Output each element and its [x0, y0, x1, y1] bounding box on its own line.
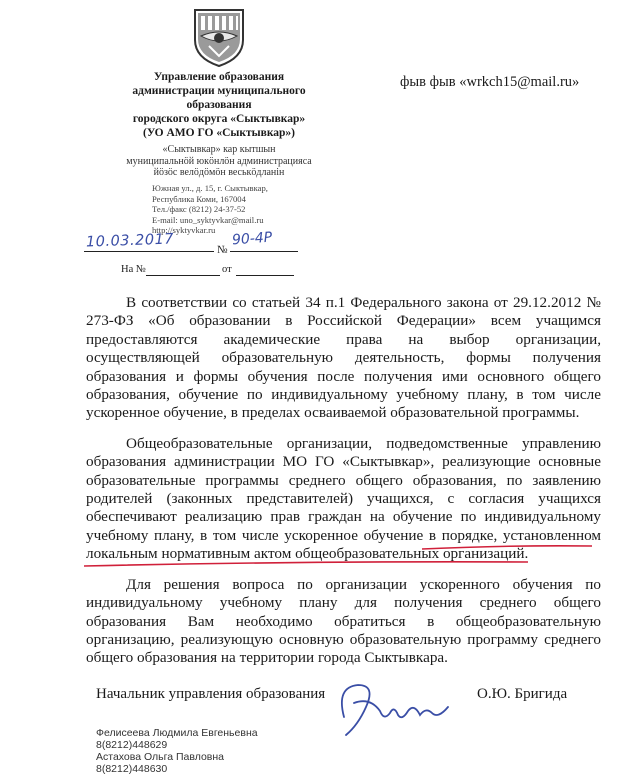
org-line: городского округа «Сыктывкар»	[132, 113, 306, 125]
executor-name: Фелисеева Людмила Евгеньевна	[96, 727, 258, 739]
org-komi-line: «Сыктывкар» кар кытшын	[162, 144, 276, 155]
paragraph: В соответствии со статьей 34 п.1 Федерального закона от 29.12.2012 № 273-ФЗ «Об образовании в Российской Федерации» всем учащимся предоставляются академические права на выбор организации, осуществляющей образовательную деятельность, формы получения образования и формы обучения после получения ими основного общего образования, обучение по индивидуальному учебному плану, в том числе ускоренное обучение, в пределах осваиваемой образовательной программы.	[86, 294, 601, 422]
recipient: фыв фыв «wrkch15@mail.ru»	[400, 74, 580, 90]
paragraph: Для решения вопроса по организации ускоренного обучения по индивидуальному учебному плану для получения среднего общего образования Вам необходимо обратиться в общеобразовательную организацию, реализующую основную образовательную программу среднего общего образования на территории города Сыктывкара.	[86, 575, 601, 667]
reply-date-underline	[236, 275, 294, 276]
registration-date: 10.03.2017	[85, 231, 175, 251]
reply-to-number-label: На №	[121, 264, 146, 275]
paragraph: Общеобразовательные организации, подведомственные управлению образования администрации МО ГО «Сыктывкар», реализующие основные образовательные программы среднего общего образования, по заявлению родителей (законных представителей) учащихся, с согласия учащихся обеспечивают реализацию прав граждан на обучение по индивидуальному учебному плану, в том числе ускоренное обучение в порядке, установленном локальным нормативным актом общеобразовательных организаций.	[86, 434, 601, 563]
executor-name: Астахова Ольга Павловна	[96, 751, 224, 763]
address-line: Тел./факс (8212) 24-37-52	[152, 204, 246, 214]
letter-body	[86, 294, 601, 680]
executor-phone: 8(8212)448630	[96, 763, 168, 775]
executor-phone: 8(8212)448629	[96, 739, 168, 751]
signatory-name: О.Ю. Бригида	[477, 686, 568, 702]
organization-name	[113, 70, 325, 140]
reply-number-underline	[146, 275, 220, 276]
coat-of-arms-icon	[187, 6, 251, 68]
organization-address	[152, 183, 322, 236]
address-line: E-mail: uno_syktyvkar@mail.ru	[152, 214, 264, 225]
address-line: Южная ул., д. 15, г. Сыктывкар,	[152, 183, 268, 193]
org-line: образования	[186, 99, 252, 111]
executors-block	[96, 727, 258, 775]
number-sign: №	[217, 244, 228, 256]
org-komi-line: муниципальнӧй юкӧнлӧн администрацияса	[126, 155, 312, 167]
handwritten-signature-icon	[330, 677, 460, 741]
address-line: Республика Коми, 167004	[152, 193, 246, 204]
date-underline	[84, 251, 214, 252]
org-line: Управление образования	[153, 71, 285, 83]
org-line: администрации муниципального	[132, 85, 306, 97]
number-underline	[230, 251, 298, 252]
address-line: http://syktyvkar.ru	[152, 225, 216, 235]
registration-number: 90-4P	[231, 229, 273, 249]
signatory-title: Начальник управления образования	[96, 686, 326, 702]
organization-name-komi	[113, 144, 325, 179]
org-komi-line: йӧзӧс велӧдӧмӧн веськӧдланін	[153, 167, 285, 178]
reply-to-date-label: от	[222, 264, 232, 275]
org-line: (УО АМО ГО «Сыктывкар»)	[142, 127, 296, 139]
